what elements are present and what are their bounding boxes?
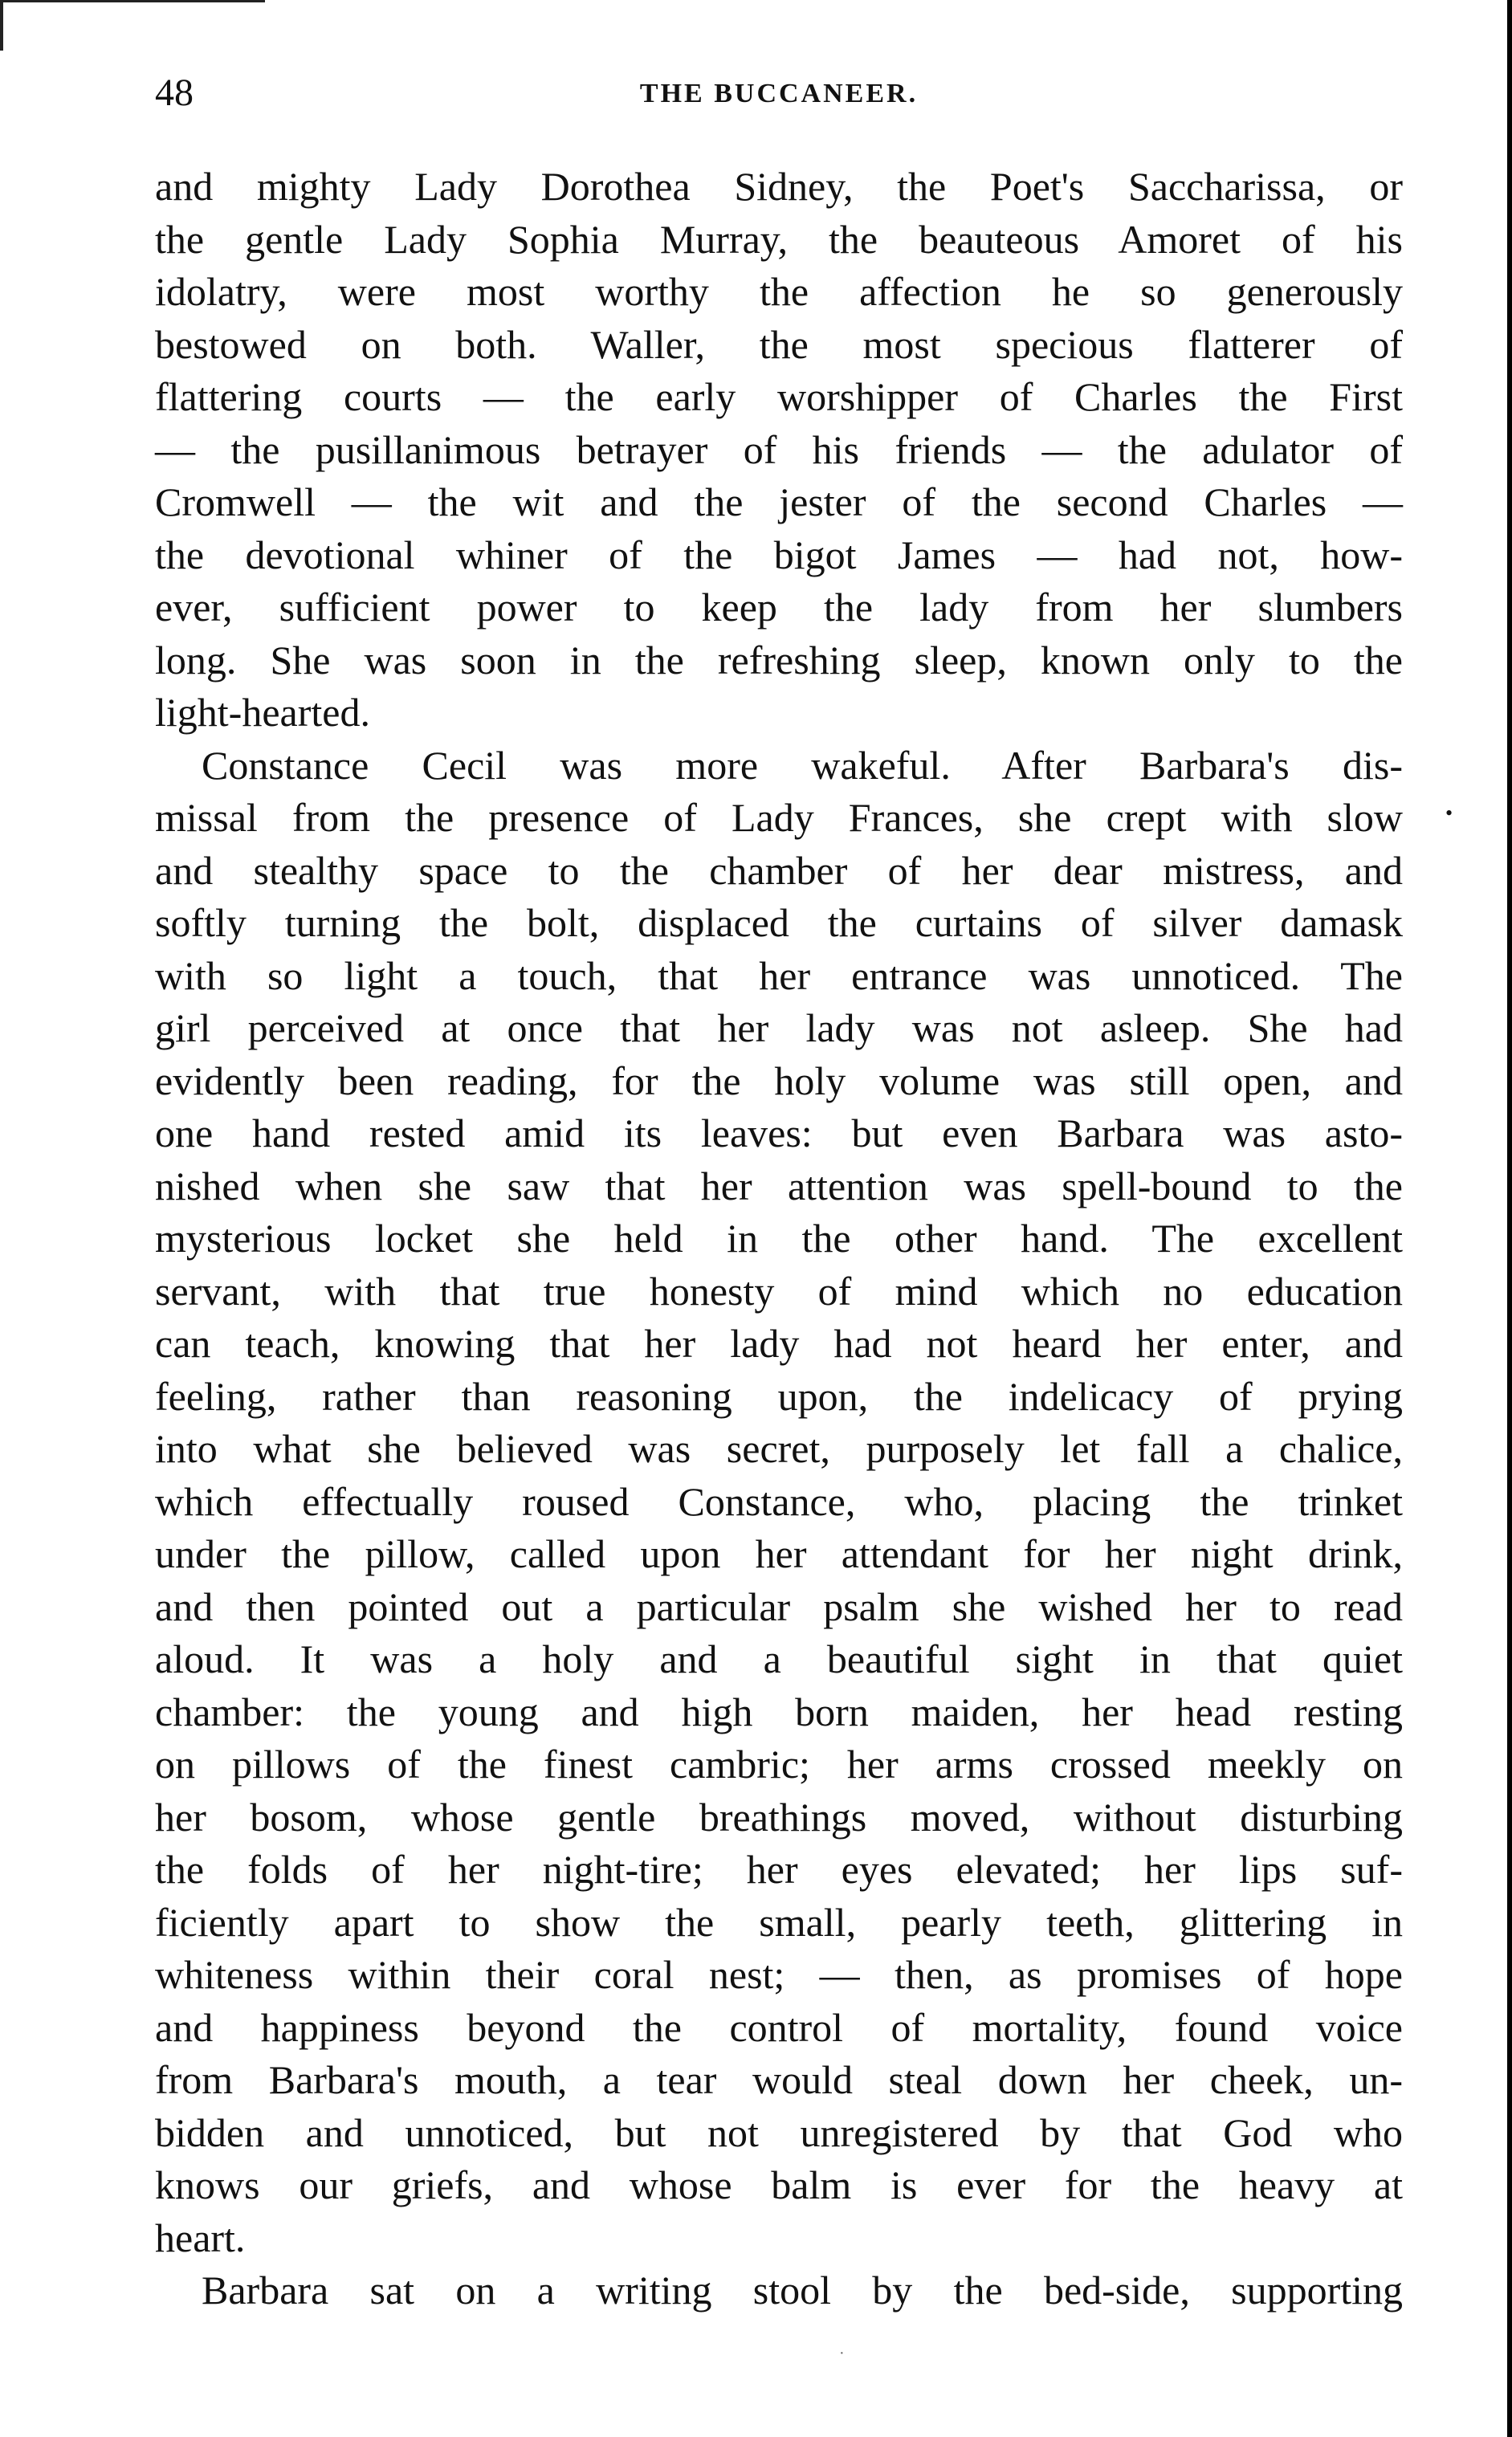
page-header: [155, 71, 1403, 119]
text-line-content: the devotional whiner of the bigot James — had not, how-: [155, 532, 1403, 577]
text-line: [155, 1633, 1403, 1686]
text-line-content: long. She was soon in the refreshing sleep, known only to the: [155, 637, 1403, 683]
text-line: [155, 2159, 1403, 2212]
text-line-content: ficiently apart to show the small, pearly teeth, glittering in: [155, 1899, 1403, 1945]
text-line-content: chamber: the young and high born maiden, her head resting: [155, 1689, 1403, 1734]
text-line: [155, 214, 1403, 267]
text-line-content: and stealthy space to the chamber of her dear mistress, and: [155, 847, 1403, 893]
text-line-content: evidently been reading, for the holy volume was still open, and: [155, 1058, 1403, 1103]
text-line-content: and then pointed out a particular psalm she wished her to read: [155, 1583, 1403, 1629]
text-line-content: heart.: [155, 2215, 246, 2260]
text-line-content: missal from the presence of Lady Frances, she crept with slow: [155, 795, 1403, 840]
text-line: [155, 529, 1403, 582]
text-line-content: knows our griefs, and whose balm is ever for the heavy at: [155, 2162, 1403, 2207]
text-line: [155, 740, 1403, 793]
text-line-content: aloud. It was a holy and a beautiful sight in that quiet: [155, 1636, 1403, 1681]
text-line-content: — the pusillanimous betrayer of his friends — the adulator of: [155, 426, 1403, 472]
text-line: [155, 1212, 1403, 1265]
text-line-content: servant, with that true honesty of mind which no education: [155, 1268, 1403, 1314]
text-line-content: can teach, knowing that her lady had not heard her enter, and: [155, 1321, 1403, 1366]
text-line: [155, 950, 1403, 1003]
text-line-content: Constance Cecil was more wakeful. After Barbara's dis-: [202, 742, 1403, 788]
text-line: [155, 897, 1403, 950]
text-line-content: Barbara sat on a writing stool by the bed-side, supporting: [202, 2268, 1403, 2313]
text-line-content: and happiness beyond the control of mortality, found voice: [155, 2004, 1403, 2050]
text-line-content: softly turning the bolt, displaced the curtains of silver damask: [155, 900, 1403, 945]
text-line-content: the gentle Lady Sophia Murray, the beauteous Amoret of his: [155, 216, 1403, 262]
text-line-content: flattering courts — the early worshipper of Charles the First: [155, 374, 1403, 419]
text-line-content: girl perceived at once that her lady was not asleep. She had: [155, 1005, 1403, 1050]
text-line: [155, 424, 1403, 477]
text-line-content: into what she believed was secret, purposely let fall a chalice,: [155, 1426, 1403, 1471]
text-line-content: idolatry, were most worthy the affection he so generously: [155, 269, 1403, 314]
text-line-content: on pillows of the finest cambric; her arms crossed meekly on: [155, 1742, 1403, 1787]
text-line-content: bidden and unnoticed, but not unregistered by that God who: [155, 2109, 1403, 2155]
text-line: [155, 845, 1403, 898]
scan-border: [1507, 0, 1512, 2437]
text-line: [155, 2054, 1403, 2107]
text-line-content: one hand rested amid its leaves: but even Barbara was asto-: [155, 1111, 1403, 1155]
text-line: [155, 1107, 1403, 1160]
text-line: [155, 1686, 1403, 1739]
text-line: [155, 1844, 1403, 1897]
text-line-content: mysterious locket she held in the other hand. The excellent: [155, 1216, 1403, 1261]
text-line: [155, 1055, 1403, 1108]
text-line: [155, 581, 1403, 634]
running-title: THE BUCCANEER.: [639, 79, 919, 108]
margin-speck: •: [1445, 801, 1453, 825]
text-line: [155, 687, 1403, 740]
text-line: [155, 2264, 1403, 2317]
text-line-content: her bosom, whose gentle breathings moved, without disturbing: [155, 1794, 1403, 1840]
text-line-content: from Barbara's mouth, a tear would steal down her cheek, un-: [155, 2057, 1403, 2102]
text-line: [155, 1791, 1403, 1844]
text-line: [155, 161, 1403, 214]
text-line-content: ever, sufficient power to keep the lady from her slumbers: [155, 585, 1403, 630]
text-line-content: under the pillow, called upon her attendant for her night drink,: [155, 1531, 1403, 1576]
text-line: [155, 2212, 1403, 2265]
text-line-content: nished when she saw that her attention was spell-bound to the: [155, 1163, 1403, 1208]
footer-speck: ·: [839, 2345, 845, 2362]
page-number: 48: [155, 71, 194, 114]
scan-edge-mark: [0, 0, 265, 10]
text-line: [155, 476, 1403, 529]
body-text: [155, 161, 1403, 2317]
text-line-content: with so light a touch, that her entrance was unnoticed. The: [155, 952, 1403, 998]
text-line-content: bestowed on both. Waller, the most specious flatterer of: [155, 321, 1403, 367]
text-line-content: feeling, rather than reasoning upon, the indelicacy of prying: [155, 1373, 1403, 1419]
text-line: [155, 1265, 1403, 1318]
text-line-content: whiteness within their coral nest; — then, as promises of hope: [155, 1952, 1403, 1997]
text-line: [155, 2107, 1403, 2160]
text-line-content: Cromwell — the wit and the jester of the second Charles —: [155, 479, 1403, 524]
text-line: [155, 1528, 1403, 1581]
text-line: [155, 1318, 1403, 1371]
text-line: [155, 1160, 1403, 1213]
text-line-content: the folds of her night-tire; her eyes elevated; her lips suf-: [155, 1847, 1403, 1892]
text-line: [155, 792, 1403, 845]
text-line-content: and mighty Lady Dorothea Sidney, the Poet's Saccharissa, or: [155, 164, 1403, 209]
text-line: [155, 634, 1403, 687]
text-line: [155, 1423, 1403, 1476]
text-line: [155, 319, 1403, 372]
text-line: [155, 1897, 1403, 1950]
text-line: [155, 1371, 1403, 1424]
text-line: [155, 2002, 1403, 2055]
text-line: [155, 266, 1403, 319]
text-line: [155, 1476, 1403, 1529]
text-line-content: which effectually roused Constance, who, placing the trinket: [155, 1478, 1403, 1524]
text-line: [155, 1949, 1403, 2002]
text-line: [155, 1002, 1403, 1055]
text-line: [155, 371, 1403, 424]
text-line-content: light-hearted.: [155, 690, 370, 735]
text-line: [155, 1738, 1403, 1791]
text-line: [155, 1581, 1403, 1634]
